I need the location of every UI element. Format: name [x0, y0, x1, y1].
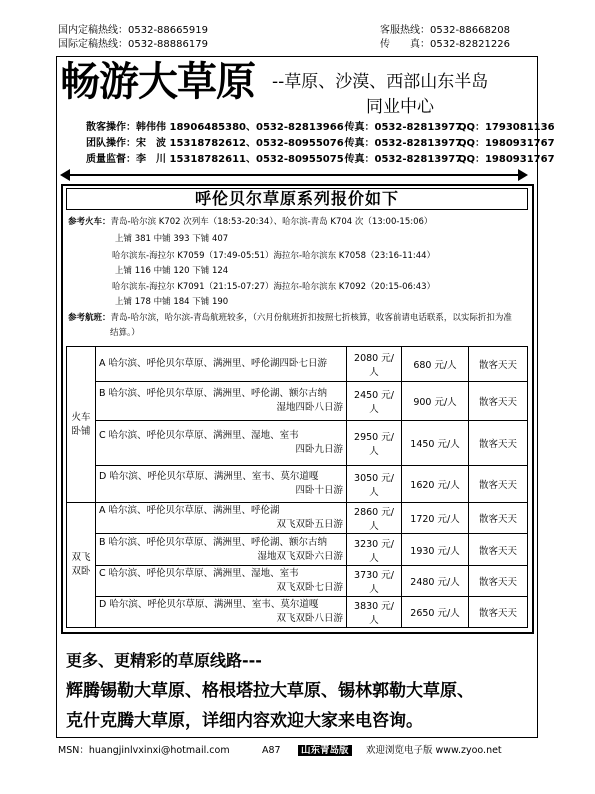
arrow-left-icon — [60, 169, 70, 181]
flight-label: 参考航班： — [68, 313, 111, 323]
category-label: 双卧 — [71, 566, 91, 577]
route-cell — [96, 347, 347, 382]
route-cell — [96, 466, 347, 503]
adult-price: 2080 元/人 — [347, 347, 402, 382]
table-row — [67, 566, 528, 597]
route-duration: 双飞双卧七日游 — [276, 582, 343, 593]
child-price: 2480 元/人 — [402, 566, 469, 597]
adult-price: 2950 元/人 — [347, 421, 402, 466]
adult-price: 3730 元/人 — [347, 566, 402, 597]
departure-note: 散客天天 — [469, 534, 528, 566]
train-line: 哈尔滨东-海拉尔 K7059（17:49-05:51）海拉尔-哈尔滨东 K7058（23:16-11:44） — [112, 251, 436, 261]
contact-qq: QQ：1793081136 — [457, 122, 555, 133]
arrow-right-icon — [518, 169, 528, 181]
route-duration: 湿地双飞双卧六日游 — [257, 550, 343, 562]
edition-badge-label: 山东青岛版 — [298, 745, 352, 756]
contact-person: 质量监督：李 川 15318782611、0532-80955075 — [86, 154, 344, 165]
international-hotline: 国际定稿热线：0532-88886179 — [58, 39, 208, 50]
fax-number: 传 真：0532-82821226 — [380, 39, 510, 50]
train-line: 上铺 178 中铺 184 下铺 190 — [115, 297, 229, 307]
route-cell — [96, 503, 347, 534]
domestic-hotline: 国内定稿热线：0532-88665919 — [58, 25, 208, 36]
departure-note: 散客天天 — [469, 347, 528, 382]
contact-fax: 传真：0532-82813977 — [344, 154, 463, 165]
more-routes-heading: 更多、更精彩的草原线路--- — [66, 651, 262, 670]
footer-msn: MSN：huangjinlvxinxi@hotmail.com — [58, 745, 230, 756]
train-line: 青岛-哈尔滨 K702 次列车（18:53-20:34）、哈尔滨-青岛 K704 次（13:00-15:06） — [110, 217, 433, 227]
category-label: 双飞 — [71, 552, 91, 563]
adult-price: 3830 元/人 — [347, 597, 402, 628]
section-title: 呼伦贝尔草原系列报价如下 — [194, 189, 399, 208]
route-name: C 哈尔滨、呼伦贝尔草原、满洲里、湿地、室韦 — [99, 430, 299, 441]
flight-line: 结算。） — [110, 328, 140, 338]
route-duration: 双飞双卧五日游 — [276, 519, 343, 530]
section-title-box — [66, 188, 528, 210]
departure-note: 散客天天 — [469, 421, 528, 466]
table-row — [67, 534, 528, 566]
service-hotline: 客服热线：0532-88668208 — [380, 25, 510, 36]
child-price: 1620 元/人 — [402, 466, 469, 503]
category-cell — [67, 347, 96, 503]
route-cell — [96, 382, 347, 421]
train-line: 哈尔滨东-海拉尔 K7091（21:15-07:27）海拉尔-哈尔滨东 K7092（20:15-06:43） — [112, 282, 436, 292]
train-line: 上铺 116 中铺 120 下铺 124 — [115, 266, 229, 276]
table-row — [67, 503, 528, 534]
departure-note: 散客天天 — [469, 566, 528, 597]
contact-qq: QQ：1980931767 — [457, 154, 555, 165]
route-cell — [96, 597, 347, 628]
adult-price: 3050 元/人 — [347, 466, 402, 503]
divider-line — [66, 174, 522, 176]
route-name: A 哈尔滨、呼伦贝尔草原、满洲里、呼伦湖 — [99, 505, 280, 516]
subtitle-line-2: 同业中心 — [366, 97, 434, 117]
route-name: B 哈尔滨、呼伦贝尔草原、满洲里、呼伦湖、额尔古纳 — [99, 388, 328, 399]
route-name: D 哈尔滨、呼伦贝尔草原、满洲里、室韦、莫尔道嘎 — [99, 599, 319, 610]
train-line: 上铺 381 中铺 393 下铺 407 — [115, 234, 229, 244]
route-cell — [96, 566, 347, 597]
route-name: D 哈尔滨、呼伦贝尔草原、满洲里、室韦、莫尔道嘎 — [99, 471, 319, 482]
footer-website: 欢迎浏览电子版 www.zyoo.net — [366, 745, 502, 756]
category-label: 卧铺 — [71, 425, 91, 437]
adult-price: 2450 元/人 — [347, 382, 402, 421]
departure-note: 散客天天 — [469, 597, 528, 628]
route-cell — [96, 421, 347, 466]
adult-price: 3230 元/人 — [347, 534, 402, 566]
route-duration: 湿地四卧八日游 — [276, 402, 343, 413]
child-price: 900 元/人 — [402, 382, 469, 421]
contact-row — [86, 137, 555, 150]
departure-note: 散客天天 — [469, 466, 528, 503]
contact-qq: QQ：1980931767 — [457, 138, 555, 149]
category-cell — [67, 503, 96, 628]
table-row — [67, 347, 528, 382]
child-price: 1450 元/人 — [402, 421, 469, 466]
contact-fax: 传真：0532-82813977 — [344, 138, 463, 149]
page-number: A87 — [262, 745, 281, 756]
page-title: 畅游大草原 — [60, 58, 255, 105]
child-price: 2650 元/人 — [402, 597, 469, 628]
subtitle-line-1: --草原、沙漠、西部山东半岛 — [272, 72, 489, 92]
child-price: 1720 元/人 — [402, 503, 469, 534]
route-name: A 哈尔滨、呼伦贝尔草原、满洲里、呼伦湖四卧七日游 — [99, 358, 328, 369]
route-name: B 哈尔滨、呼伦贝尔草原、满洲里、呼伦湖、额尔古纳 — [99, 536, 328, 548]
departure-note: 散客天天 — [469, 382, 528, 421]
route-cell — [96, 534, 347, 566]
adult-price: 2860 元/人 — [347, 503, 402, 534]
table-row — [67, 466, 528, 503]
more-routes-line: 辉腾锡勒大草原、格根塔拉大草原、锡林郭勒大草原、 — [66, 681, 474, 701]
edition-badge — [298, 744, 352, 758]
contact-fax: 传真：0532-82813977 — [344, 122, 463, 133]
contact-person: 散客操作：韩伟伟 18906485380、0532-82813966 — [86, 122, 344, 133]
train-reference — [68, 216, 432, 228]
flight-reference — [68, 312, 512, 324]
departure-note: 散客天天 — [469, 503, 528, 534]
route-name: C 哈尔滨、呼伦贝尔草原、满洲里、湿地、室韦 — [99, 568, 299, 579]
route-duration: 四卧九日游 — [295, 444, 343, 455]
route-duration: 四卧十日游 — [295, 485, 343, 496]
table-row — [67, 382, 528, 421]
contact-row — [86, 153, 555, 166]
contact-person: 团队操作：宋 波 15318782612、0532-80955076 — [86, 138, 344, 149]
category-label: 火车 — [71, 411, 91, 423]
more-routes-line: 克什克腾大草原，详细内容欢迎大家来电咨询。 — [66, 711, 423, 731]
price-table — [66, 346, 528, 628]
contact-row — [86, 121, 555, 134]
route-duration: 双飞双卧八日游 — [276, 613, 343, 624]
table-row — [67, 597, 528, 628]
child-price: 1930 元/人 — [402, 534, 469, 566]
table-row — [67, 421, 528, 466]
train-label: 参考火车： — [68, 217, 111, 227]
flight-line: 青岛-哈尔滨，哈尔滨-青岛航班较多，（六月份航班折扣按照七折核算，收客前请电话联系，以实际折扣为准 — [110, 313, 512, 323]
child-price: 680 元/人 — [402, 347, 469, 382]
